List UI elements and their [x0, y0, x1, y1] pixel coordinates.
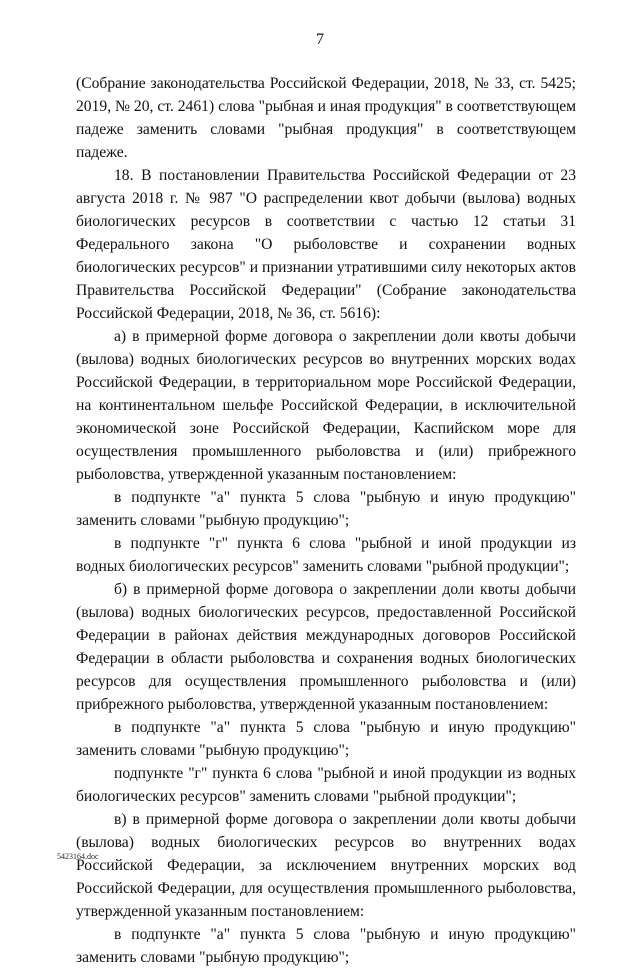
document-body — [76, 72, 576, 969]
page-number: 7 — [316, 31, 324, 48]
paragraph-1: (Собрание законодательства Российской Федерации, 2018, № 33, ст. 5425; 2019, № 20, ст. 2461) слова "рыбная и иная продукция" в соответствующем падеже заменить словами "рыбная продукция" в соответствующем падеже. — [76, 75, 576, 161]
paragraph-7: в подпункте "а" пункта 5 слова "рыбную и иную продукцию" заменить словами "рыбную продукцию"; — [76, 719, 576, 759]
paragraph-4: в подпункте "а" пункта 5 слова "рыбную и иную продукцию" заменить словами "рыбную продукцию"; — [76, 489, 576, 529]
footer-doc-code: 5423164.doc — [57, 852, 99, 861]
paragraph-9: в) в примерной форме договора о закреплении доли квоты добычи (вылова) водных биологических ресурсов во внутренних водах Российской Федерации, за исключением внутренних морских вод Российской Федерации, для осуществления промышленного рыболовства, утвержденной указанным постановлением: — [76, 811, 576, 920]
paragraph-8: подпункте "г" пункта 6 слова "рыбной и иной продукции из водных биологических ресурсов" заменить словами "рыбной продукции"; — [76, 765, 576, 805]
paragraph-5: в подпункте "г" пункта 6 слова "рыбной и иной продукции из водных биологических ресурсов" заменить словами "рыбной продукции"; — [76, 535, 576, 575]
paragraph-10: в подпункте "а" пункта 5 слова "рыбную и иную продукцию" заменить словами "рыбную продукцию"; — [76, 926, 576, 966]
paragraph-6: б) в примерной форме договора о закреплении доли квоты добычи (вылова) водных биологических ресурсов, предоставленной Российской Федерации в районах действия международных договоров Российской Федерации в области рыболовства и сохранения водных биологических ресурсов для осуществления промышленного рыболовства и (или) прибрежного рыболовства, утвержденной указанным постановлением: — [76, 581, 576, 713]
paragraph-3: а) в примерной форме договора о закреплении доли квоты добычи (вылова) водных биологических ресурсов во внутренних морских водах Российской Федерации, в территориальном море Российской Федерации, на континентальном шельфе Российской Федерации, в исключительной экономической зоне Российской Федерации, Каспийском море для осуществления промышленного рыболовства и (или) прибрежного рыболовства, утвержденной указанным постановлением: — [76, 328, 576, 483]
paragraph-2: 18. В постановлении Правительства Российской Федерации от 23 августа 2018 г. № 987 "О распределении квот добычи (вылова) водных биологических ресурсов в соответствии с частью 12 статьи 31 Федерального закона "О рыболовстве и сохранении водных биологических ресурсов" и признании утратившими силу некоторых актов Правительства Российской Федерации" (Собрание законодательства Российской Федерации, 2018, № 36, ст. 5616): — [76, 167, 576, 322]
